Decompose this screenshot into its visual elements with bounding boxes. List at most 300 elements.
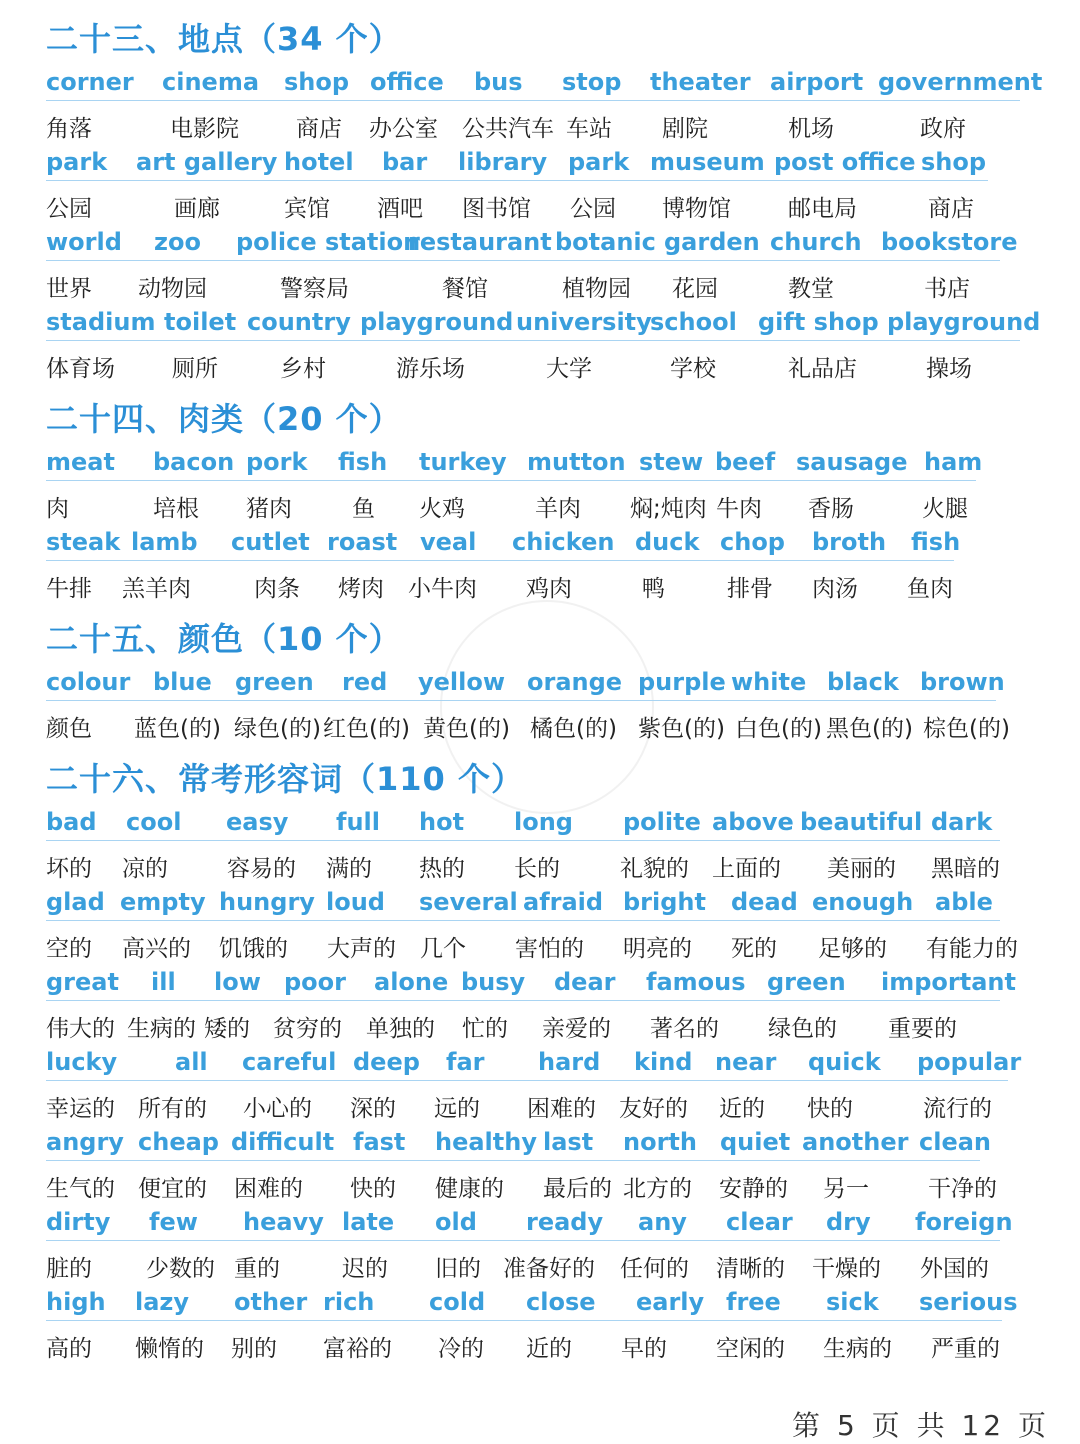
chinese-meaning: 满的 xyxy=(326,856,372,882)
english-word: theater xyxy=(650,68,751,96)
chinese-meaning: 容易的 xyxy=(227,856,296,882)
english-word: toilet xyxy=(164,308,237,336)
chinese-meaning: 车站 xyxy=(566,116,612,142)
chinese-meaning: 植物园 xyxy=(562,276,631,302)
english-word: chicken xyxy=(512,528,615,556)
english-word: easy xyxy=(226,808,289,836)
english-word: great xyxy=(46,968,119,996)
english-word: ham xyxy=(924,448,983,476)
chinese-meaning: 任何的 xyxy=(620,1256,689,1282)
chinese-meaning: 鱼肉 xyxy=(907,576,953,602)
english-word: all xyxy=(175,1048,208,1076)
english-word: lucky xyxy=(46,1048,118,1076)
english-word: few xyxy=(149,1208,198,1236)
chinese-meaning: 高的 xyxy=(46,1336,92,1362)
english-word: other xyxy=(234,1288,308,1316)
chinese-meaning: 有能力的 xyxy=(926,936,1018,962)
chinese-meaning: 政府 xyxy=(920,116,966,142)
english-word: duck xyxy=(635,528,700,556)
chinese-meaning: 幸运的 xyxy=(46,1096,115,1122)
chinese-meaning: 干燥的 xyxy=(812,1256,881,1282)
english-word: near xyxy=(715,1048,777,1076)
chinese-meaning-row xyxy=(46,350,1036,384)
english-word: chop xyxy=(720,528,785,556)
english-word: free xyxy=(726,1288,781,1316)
chinese-meaning: 便宜的 xyxy=(138,1176,207,1202)
chinese-meaning: 游乐场 xyxy=(396,356,465,382)
chinese-meaning: 生气的 xyxy=(46,1176,115,1202)
english-word-row xyxy=(46,968,1016,1001)
chinese-meaning: 困难的 xyxy=(527,1096,596,1122)
english-word: several xyxy=(419,888,518,916)
chinese-meaning: 橘色(的) xyxy=(530,716,617,742)
chinese-meaning-row xyxy=(46,1090,1036,1124)
chinese-meaning: 安静的 xyxy=(719,1176,788,1202)
english-word: glad xyxy=(46,888,105,916)
chinese-meaning: 厕所 xyxy=(172,356,218,382)
english-word: bright xyxy=(623,888,706,916)
english-word: fast xyxy=(353,1128,406,1156)
chinese-meaning: 绿色的 xyxy=(768,1016,837,1042)
chinese-meaning: 快的 xyxy=(350,1176,396,1202)
chinese-meaning: 黑色(的) xyxy=(826,716,913,742)
chinese-meaning: 火鸡 xyxy=(419,496,465,522)
english-word: serious xyxy=(919,1288,1018,1316)
english-word-row xyxy=(46,528,961,561)
chinese-meaning: 焖;炖肉 xyxy=(630,496,707,522)
english-word-row xyxy=(46,228,1018,261)
chinese-meaning-row xyxy=(46,110,1036,144)
english-word: important xyxy=(881,968,1016,996)
chinese-meaning: 长的 xyxy=(514,856,560,882)
english-word: polite xyxy=(623,808,701,836)
english-word: turkey xyxy=(419,448,507,476)
english-word: rich xyxy=(323,1288,375,1316)
chinese-meaning: 困难的 xyxy=(234,1176,303,1202)
english-word-row xyxy=(46,308,1041,341)
page-footer: 第 5 页 共 12 页 xyxy=(792,1409,1050,1442)
english-word: lazy xyxy=(135,1288,190,1316)
english-word-row xyxy=(46,1288,1018,1321)
english-word: hard xyxy=(538,1048,601,1076)
chinese-meaning: 黄色(的) xyxy=(423,716,510,742)
chinese-meaning: 贫穷的 xyxy=(273,1016,342,1042)
chinese-meaning: 动物园 xyxy=(138,276,207,302)
chinese-meaning: 商店 xyxy=(928,196,974,222)
english-word: heavy xyxy=(243,1208,324,1236)
english-word: red xyxy=(342,668,388,696)
chinese-meaning: 冷的 xyxy=(438,1336,484,1362)
english-word: shop xyxy=(921,148,987,176)
english-word-row xyxy=(46,148,988,181)
chinese-meaning: 公园 xyxy=(46,196,92,222)
chinese-meaning: 严重的 xyxy=(931,1336,1000,1362)
chinese-meaning: 餐馆 xyxy=(442,276,488,302)
english-word: sick xyxy=(826,1288,879,1316)
english-word: bad xyxy=(46,808,97,836)
chinese-meaning: 警察局 xyxy=(280,276,349,302)
english-word: bar xyxy=(382,148,428,176)
chinese-meaning: 酒吧 xyxy=(377,196,423,222)
chinese-meaning: 最后的 xyxy=(543,1176,612,1202)
chinese-meaning: 邮电局 xyxy=(788,196,857,222)
chinese-meaning: 羊肉 xyxy=(535,496,581,522)
chinese-meaning: 羔羊肉 xyxy=(122,576,191,602)
chinese-meaning: 绿色(的) xyxy=(234,716,321,742)
chinese-meaning: 脏的 xyxy=(46,1256,92,1282)
english-word: old xyxy=(435,1208,477,1236)
english-word-row xyxy=(46,1048,1022,1081)
english-word: afraid xyxy=(523,888,604,916)
english-word: country xyxy=(247,308,351,336)
chinese-meaning: 坏的 xyxy=(46,856,92,882)
english-word: art gallery xyxy=(136,148,278,176)
chinese-meaning: 快的 xyxy=(807,1096,853,1122)
english-word: stew xyxy=(639,448,704,476)
chinese-meaning: 北方的 xyxy=(623,1176,692,1202)
chinese-meaning: 少数的 xyxy=(146,1256,215,1282)
chinese-meaning: 重要的 xyxy=(888,1016,957,1042)
chinese-meaning: 深的 xyxy=(350,1096,396,1122)
chinese-meaning: 火腿 xyxy=(922,496,968,522)
chinese-meaning: 紫色(的) xyxy=(638,716,725,742)
english-word: north xyxy=(623,1128,697,1156)
chinese-meaning-row xyxy=(46,930,1036,964)
chinese-meaning: 准备好的 xyxy=(503,1256,595,1282)
english-word: long xyxy=(514,808,573,836)
chinese-meaning: 鸡肉 xyxy=(526,576,572,602)
chinese-meaning: 礼貌的 xyxy=(620,856,689,882)
chinese-meaning: 健康的 xyxy=(435,1176,504,1202)
chinese-meaning: 生病的 xyxy=(127,1016,196,1042)
chinese-meaning: 蓝色(的) xyxy=(134,716,221,742)
english-word: church xyxy=(770,228,862,256)
chinese-meaning: 小牛肉 xyxy=(408,576,477,602)
english-word: green xyxy=(235,668,314,696)
chinese-meaning: 商店 xyxy=(296,116,342,142)
english-word: alone xyxy=(374,968,449,996)
english-word: dead xyxy=(731,888,798,916)
english-word: corner xyxy=(46,68,134,96)
english-word: beautiful xyxy=(800,808,923,836)
chinese-meaning: 世界 xyxy=(46,276,92,302)
chinese-meaning: 牛排 xyxy=(46,576,92,602)
chinese-meaning: 单独的 xyxy=(366,1016,435,1042)
chinese-meaning-row xyxy=(46,490,1036,524)
english-word: park xyxy=(568,148,630,176)
chinese-meaning: 忙的 xyxy=(462,1016,508,1042)
english-word: healthy xyxy=(435,1128,537,1156)
english-word: playground xyxy=(360,308,514,336)
chinese-meaning: 别的 xyxy=(231,1336,277,1362)
english-word: last xyxy=(543,1128,594,1156)
chinese-meaning: 近的 xyxy=(526,1336,572,1362)
chinese-meaning: 宾馆 xyxy=(284,196,330,222)
english-word: dear xyxy=(554,968,616,996)
chinese-meaning: 图书馆 xyxy=(462,196,531,222)
chinese-meaning: 学校 xyxy=(670,356,716,382)
english-word: stop xyxy=(562,68,622,96)
chinese-meaning: 红色(的) xyxy=(323,716,410,742)
english-word: orange xyxy=(527,668,623,696)
chinese-meaning: 猪肉 xyxy=(246,496,292,522)
english-word: ready xyxy=(526,1208,604,1236)
chinese-meaning: 明亮的 xyxy=(623,936,692,962)
english-word: lamb xyxy=(131,528,198,556)
chinese-meaning: 鸭 xyxy=(642,576,665,602)
english-word: difficult xyxy=(231,1128,335,1156)
english-word-row xyxy=(46,668,1005,701)
english-word: purple xyxy=(638,668,726,696)
english-word: famous xyxy=(646,968,746,996)
english-word: beef xyxy=(715,448,776,476)
english-word: bookstore xyxy=(881,228,1018,256)
english-word: loud xyxy=(326,888,385,916)
chinese-meaning: 生病的 xyxy=(823,1336,892,1362)
english-word: careful xyxy=(242,1048,337,1076)
english-word: meat xyxy=(46,448,115,476)
english-word: roast xyxy=(327,528,398,556)
english-word: pork xyxy=(246,448,308,476)
chinese-meaning: 早的 xyxy=(621,1336,667,1362)
english-word: kind xyxy=(634,1048,693,1076)
english-word: police station xyxy=(236,228,421,256)
english-word: office xyxy=(370,68,444,96)
chinese-meaning: 牛肉 xyxy=(716,496,762,522)
chinese-meaning: 近的 xyxy=(719,1096,765,1122)
chinese-meaning-row xyxy=(46,710,1036,744)
chinese-meaning: 肉 xyxy=(46,496,69,522)
chinese-meaning: 小心的 xyxy=(243,1096,312,1122)
english-word: fish xyxy=(911,528,961,556)
chinese-meaning: 办公室 xyxy=(369,116,438,142)
chinese-meaning: 剧院 xyxy=(662,116,708,142)
chinese-meaning: 空的 xyxy=(46,936,92,962)
chinese-meaning: 书店 xyxy=(924,276,970,302)
chinese-meaning: 所有的 xyxy=(138,1096,207,1122)
chinese-meaning: 重的 xyxy=(234,1256,280,1282)
english-word: above xyxy=(712,808,794,836)
chinese-meaning: 肉条 xyxy=(254,576,300,602)
english-word: hotel xyxy=(284,148,354,176)
section-title: 二十五、颜色（10 个） xyxy=(46,620,402,658)
chinese-meaning: 高兴的 xyxy=(122,936,191,962)
chinese-meaning: 角落 xyxy=(46,116,92,142)
english-word: fish xyxy=(338,448,388,476)
chinese-meaning: 棕色(的) xyxy=(923,716,1010,742)
english-word: cheap xyxy=(138,1128,219,1156)
english-word: playground xyxy=(887,308,1041,336)
english-word-row xyxy=(46,68,1043,101)
chinese-meaning: 香肠 xyxy=(808,496,854,522)
chinese-meaning: 体育场 xyxy=(46,356,115,382)
english-word: dirty xyxy=(46,1208,111,1236)
english-word: colour xyxy=(46,668,131,696)
english-word: enough xyxy=(812,888,914,916)
chinese-meaning: 另一 xyxy=(823,1176,869,1202)
chinese-meaning: 上面的 xyxy=(712,856,781,882)
english-word: yellow xyxy=(418,668,506,696)
english-word: close xyxy=(526,1288,596,1316)
english-word: popular xyxy=(917,1048,1022,1076)
english-word: empty xyxy=(120,888,206,916)
english-word: broth xyxy=(812,528,887,556)
english-word: quiet xyxy=(720,1128,791,1156)
chinese-meaning: 害怕的 xyxy=(515,936,584,962)
chinese-meaning: 白色(的) xyxy=(735,716,822,742)
english-word: sausage xyxy=(796,448,908,476)
english-word: school xyxy=(650,308,737,336)
english-word: hungry xyxy=(219,888,315,916)
english-word: bacon xyxy=(153,448,235,476)
chinese-meaning-row xyxy=(46,1010,1036,1044)
chinese-meaning: 死的 xyxy=(731,936,777,962)
english-word: late xyxy=(342,1208,395,1236)
english-word: airport xyxy=(770,68,864,96)
english-word: green xyxy=(767,968,846,996)
chinese-meaning: 清晰的 xyxy=(716,1256,785,1282)
english-word-row xyxy=(46,448,983,481)
chinese-meaning: 大声的 xyxy=(327,936,396,962)
chinese-meaning-row xyxy=(46,1330,1036,1364)
english-word: restaurant xyxy=(408,228,552,256)
chinese-meaning: 友好的 xyxy=(619,1096,688,1122)
english-word: zoo xyxy=(154,228,201,256)
chinese-meaning: 鱼 xyxy=(352,496,375,522)
chinese-meaning: 培根 xyxy=(153,496,199,522)
chinese-meaning-row xyxy=(46,190,1036,224)
chinese-meaning: 黑暗的 xyxy=(931,856,1000,882)
chinese-meaning: 足够的 xyxy=(818,936,887,962)
english-word: library xyxy=(458,148,548,176)
chinese-meaning: 颜色 xyxy=(46,716,92,742)
english-word: angry xyxy=(46,1128,124,1156)
english-word-row xyxy=(46,1128,992,1161)
english-word: dark xyxy=(931,808,993,836)
chinese-meaning: 空闲的 xyxy=(716,1336,785,1362)
english-word: another xyxy=(802,1128,909,1156)
chinese-meaning: 矮的 xyxy=(204,1016,250,1042)
english-word: garden xyxy=(664,228,760,256)
english-word: brown xyxy=(920,668,1005,696)
english-word: stadium xyxy=(46,308,156,336)
english-word: gift shop xyxy=(758,308,879,336)
chinese-meaning-row xyxy=(46,850,1036,884)
chinese-meaning: 伟大的 xyxy=(46,1016,115,1042)
english-word: cinema xyxy=(162,68,260,96)
english-word: cutlet xyxy=(231,528,310,556)
chinese-meaning: 博物馆 xyxy=(662,196,731,222)
chinese-meaning: 亲爱的 xyxy=(542,1016,611,1042)
english-word: bus xyxy=(474,68,523,96)
chinese-meaning: 公共汽车 xyxy=(462,116,554,142)
english-word: botanic xyxy=(555,228,656,256)
english-word: high xyxy=(46,1288,106,1316)
section-title: 二十四、肉类（20 个） xyxy=(46,400,402,438)
chinese-meaning-row xyxy=(46,1170,1036,1204)
chinese-meaning: 大学 xyxy=(546,356,592,382)
chinese-meaning: 公园 xyxy=(570,196,616,222)
chinese-meaning: 机场 xyxy=(788,116,834,142)
chinese-meaning: 著名的 xyxy=(650,1016,719,1042)
english-word: ill xyxy=(151,968,176,996)
english-word: university xyxy=(516,308,652,336)
chinese-meaning: 操场 xyxy=(926,356,972,382)
chinese-meaning: 花园 xyxy=(672,276,718,302)
english-word: world xyxy=(46,228,122,256)
chinese-meaning-row xyxy=(46,1250,1036,1284)
chinese-meaning: 几个 xyxy=(420,936,466,962)
english-word: low xyxy=(214,968,261,996)
english-word: early xyxy=(636,1288,705,1316)
chinese-meaning: 干净的 xyxy=(928,1176,997,1202)
english-word: mutton xyxy=(527,448,626,476)
english-word: deep xyxy=(353,1048,420,1076)
chinese-meaning: 流行的 xyxy=(923,1096,992,1122)
english-word: hot xyxy=(419,808,465,836)
chinese-meaning: 排骨 xyxy=(727,576,773,602)
chinese-meaning: 美丽的 xyxy=(827,856,896,882)
english-word: white xyxy=(731,668,807,696)
english-word: poor xyxy=(284,968,346,996)
english-word-row xyxy=(46,1208,1013,1241)
english-word: cool xyxy=(126,808,182,836)
chinese-meaning-row xyxy=(46,270,1036,304)
english-word-row xyxy=(46,808,1000,841)
english-word: government xyxy=(878,68,1043,96)
english-word: any xyxy=(638,1208,687,1236)
english-word: blue xyxy=(153,668,212,696)
chinese-meaning: 迟的 xyxy=(342,1256,388,1282)
chinese-meaning: 远的 xyxy=(434,1096,480,1122)
english-word: shop xyxy=(284,68,350,96)
english-word: able xyxy=(935,888,993,916)
chinese-meaning: 旧的 xyxy=(435,1256,481,1282)
chinese-meaning: 电影院 xyxy=(170,116,239,142)
chinese-meaning: 懒惰的 xyxy=(135,1336,204,1362)
chinese-meaning: 富裕的 xyxy=(323,1336,392,1362)
chinese-meaning: 教堂 xyxy=(788,276,834,302)
chinese-meaning: 乡村 xyxy=(280,356,326,382)
chinese-meaning: 饥饿的 xyxy=(219,936,288,962)
english-word: park xyxy=(46,148,108,176)
english-word: foreign xyxy=(915,1208,1013,1236)
english-word: cold xyxy=(429,1288,486,1316)
chinese-meaning: 外国的 xyxy=(920,1256,989,1282)
chinese-meaning-row xyxy=(46,570,1036,604)
chinese-meaning: 热的 xyxy=(419,856,465,882)
english-word: clean xyxy=(919,1128,992,1156)
english-word: dry xyxy=(826,1208,871,1236)
english-word: steak xyxy=(46,528,121,556)
english-word: quick xyxy=(808,1048,881,1076)
english-word: busy xyxy=(461,968,526,996)
english-word: black xyxy=(827,668,899,696)
section-title: 二十六、常考形容词（110 个） xyxy=(46,760,524,798)
section-title: 二十三、地点（34 个） xyxy=(46,20,402,58)
english-word-row xyxy=(46,888,1000,921)
english-word: veal xyxy=(420,528,477,556)
english-word: museum xyxy=(650,148,765,176)
chinese-meaning: 烤肉 xyxy=(338,576,384,602)
english-word: post office xyxy=(774,148,916,176)
chinese-meaning: 肉汤 xyxy=(812,576,858,602)
chinese-meaning: 礼品店 xyxy=(788,356,857,382)
english-word: clear xyxy=(726,1208,793,1236)
english-word: full xyxy=(336,808,380,836)
chinese-meaning: 画廊 xyxy=(174,196,220,222)
english-word: far xyxy=(446,1048,485,1076)
